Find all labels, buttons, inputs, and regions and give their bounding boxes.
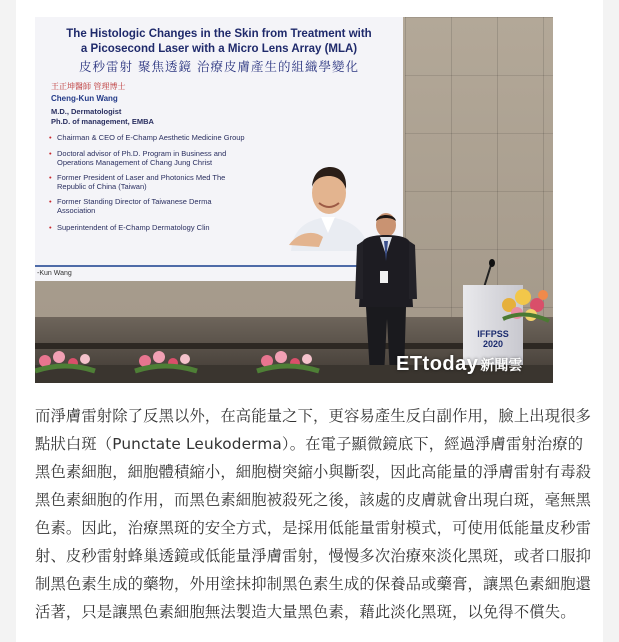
article-card bbox=[16, 0, 603, 642]
credential-line: M.D., Dermatologist bbox=[51, 107, 122, 116]
article-paragraph: 而淨膚雷射除了反黑以外，在高能量之下，更容易產生反白副作用，臉上出現很多點狀白斑（Punctate Leukoderma）。在電子顯微鏡底下，經過淨膚雷射治療的黑色素細胞，細胞體積縮小，細胞樹突縮小與斷裂，因此高能量的淨膚雷射有毒殺黑色素細胞的作用，而黑色素細胞被殺死之後，該處的皮膚就會出現白斑，毫無黑色素。因此，治療黑斑的安全方式，是採用低能量雷射模式，可使用低能量皮秒雷射、皮秒雷射蜂巢透鏡或低能量淨膚雷射，慢慢多次治療來淡化黑斑，或者口服抑制黑色素生成的藥物，外用塗抹抑制黑色素生成的保養品或藥膏，讓黑色素細胞還活著，只是讓黑色素細胞無法製造大量黑色素，藉此淡化黑斑，以免得不償失。 bbox=[35, 407, 592, 621]
presenter-name: Cheng-Kun Wang bbox=[51, 94, 118, 103]
slide-title: The Histologic Changes in the Skin from Treatment with a Picosecond Laser with a Micro Lens Array (MLA) bbox=[66, 28, 372, 55]
flower-arrangement bbox=[499, 283, 551, 327]
bio-bullet: • Former Standing Director of Taiwanese Derma Association bbox=[57, 197, 247, 215]
slide-footer: -Kun Wang bbox=[35, 265, 403, 281]
presentation-slide bbox=[35, 17, 403, 281]
slide-title-chinese: 皮秒雷射 聚焦透鏡 治療皮膚產生的組織學變化 bbox=[79, 59, 359, 74]
presenter-chinese-name: 王正坤醫師 管理博士 bbox=[51, 82, 126, 91]
ettoday-watermark: ETtoday 新聞雲 bbox=[396, 353, 523, 375]
bio-bullet: • Chairman & CEO of E-Champ Aesthetic Medicine Group bbox=[57, 133, 247, 142]
bio-bullet: • Superintendent of E-Champ Dermatology Clin bbox=[57, 223, 247, 232]
credential-line: Ph.D. of management, EMBA bbox=[51, 117, 154, 126]
podium-label: IFFPSS 2020 bbox=[477, 329, 509, 349]
bio-bullet: • Doctoral advisor of Ph.D. Program in Business and Operations Management of Chang Jung Christ bbox=[57, 149, 247, 167]
article-photo[interactable] bbox=[35, 17, 553, 383]
bio-bullet: • Former President of Laser and Photonics Med The Republic of China (Taiwan) bbox=[57, 173, 247, 191]
